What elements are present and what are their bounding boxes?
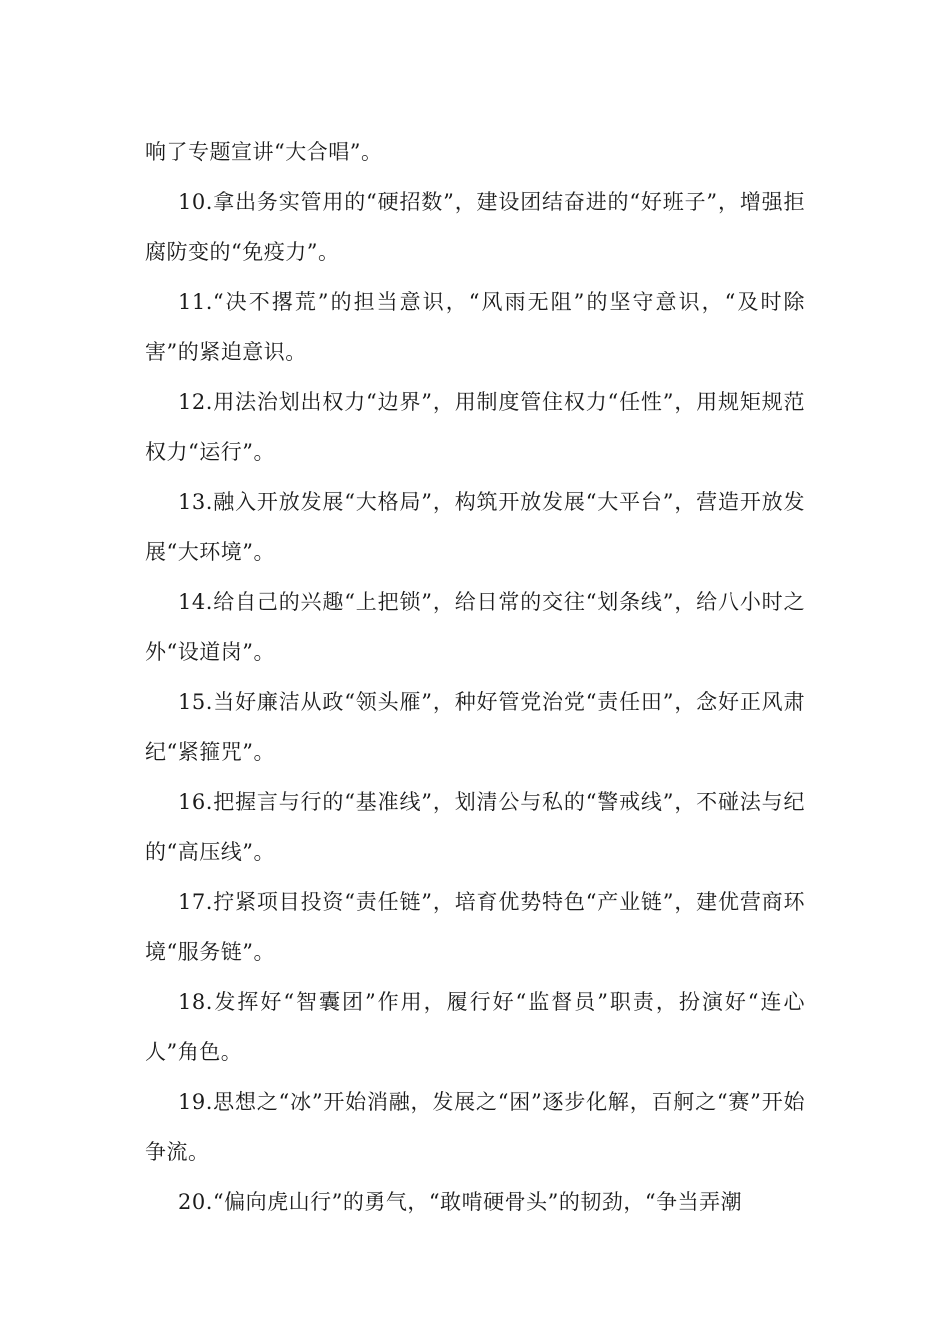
- paragraph-item-14: 14.给自己的兴趣“上把锁”，给日常的交往“划条线”，给八小时之外“设道岗”。: [145, 590, 805, 664]
- paragraph-continuation: 响了专题宣讲“大合唱”。: [145, 140, 383, 164]
- paragraph-item-13: 13.融入开放发展“大格局”，构筑开放发展“大平台”，营造开放发展“大环境”。: [145, 490, 805, 564]
- paragraph-item-19: 19.思想之“冰”开始消融，发展之“困”逐步化解，百舸之“赛”开始争流。: [145, 1090, 805, 1164]
- paragraph-item-10: 10.拿出务实管用的“硬招数”，建设团结奋进的“好班子”，增强拒腐防变的“免疫力”。: [145, 190, 805, 264]
- paragraph-item-15: 15.当好廉洁从政“领头雁”，种好管党治党“责任田”，念好正风肃纪“紧箍咒”。: [145, 690, 805, 764]
- paragraph-item-11: 11.“决不撂荒”的担当意识，“风雨无阻”的坚守意识，“及时除害”的紧迫意识。: [145, 290, 805, 364]
- paragraph-item-18: 18.发挥好“智囊团”作用，履行好“监督员”职责，扮演好“连心人”角色。: [145, 990, 805, 1064]
- paragraph-item-12: 12.用法治划出权力“边界”，用制度管住权力“任性”，用规矩规范权力“运行”。: [145, 390, 805, 464]
- paragraph-item-20: 20.“偏向虎山行”的勇气，“敢啃硬骨头”的韧劲，“争当弄潮: [178, 1190, 743, 1214]
- document-body: [145, 127, 805, 1227]
- paragraph-item-16: 16.把握言与行的“基准线”，划清公与私的“警戒线”，不碰法与纪的“高压线”。: [145, 790, 805, 864]
- paragraph-item-17: 17.拧紧项目投资“责任链”，培育优势特色“产业链”，建优营商环境“服务链”。: [145, 890, 805, 964]
